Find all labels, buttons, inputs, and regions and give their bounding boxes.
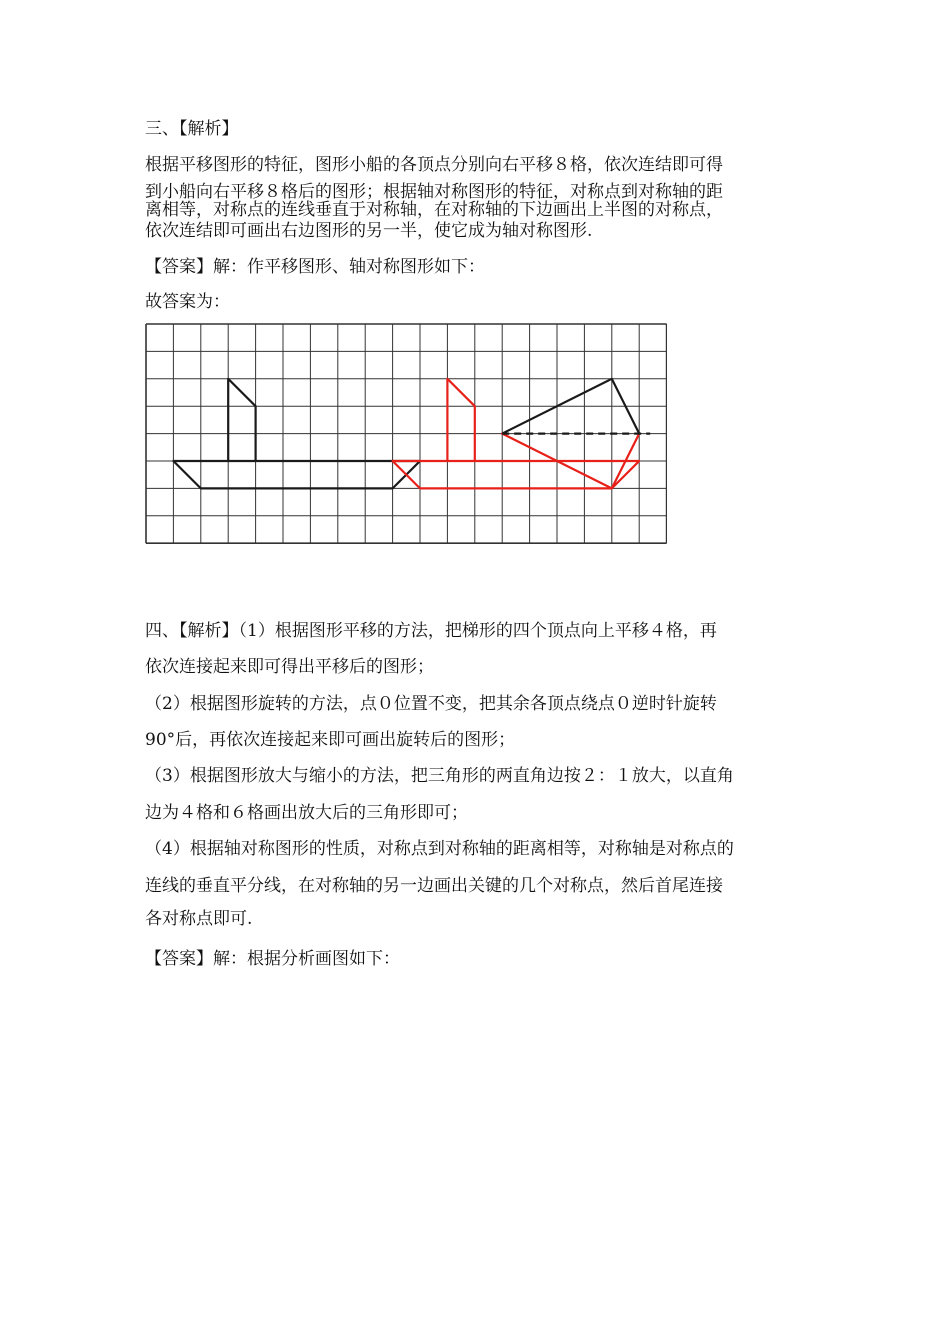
paragraph-line: 90°后，再依次连接起来即可画出旋转后的图形； (145, 730, 516, 750)
paragraph-line: 各对称点即可. (145, 909, 253, 929)
paragraph-line: 离相等，对称点的连线垂直于对称轴，在对称轴的下边画出上半图的对称点， (145, 200, 723, 220)
paragraph-line: 根据平移图形的特征，图形小船的各顶点分别向右平移８格，依次连结即可得 (145, 155, 723, 175)
paragraph-line: 依次连结即可画出右边图形的另一半，使它成为轴对称图形. (145, 221, 593, 241)
paragraph-line: （4）根据轴对称图形的性质，对称点到对称轴的距离相等，对称轴是对称点的 (145, 839, 734, 859)
section-3-answer: 【答案】解：作平移图形、轴对称图形如下： (145, 257, 485, 277)
paragraph-line: （2）根据图形旋转的方法，点０位置不变，把其余各顶点绕点０逆时针旋转 (145, 694, 717, 714)
paragraph-line: 连线的垂直平分线，在对称轴的另一边画出关键的几个对称点，然后首尾连接 (145, 876, 723, 896)
paragraph-line: 依次连接起来即可得出平移后的图形； (145, 657, 434, 677)
section-3-answer-intro: 故答案为： (145, 292, 230, 312)
paragraph-line: 到小船向右平移８格后的图形；根据轴对称图形的特征，对称点到对称轴的距 (145, 182, 723, 202)
section-3-heading: 三、【解析】 (145, 119, 239, 139)
paragraph-line: （3）根据图形放大与缩小的方法，把三角形的两直角边按２：１放大，以直角 (145, 766, 734, 786)
section-4-answer: 【答案】解：根据分析画图如下： (145, 949, 400, 969)
grid-figure (145, 323, 667, 549)
paragraph-line: 边为４格和６格画出放大后的三角形即可； (145, 803, 468, 823)
paragraph-line: 四、【解析】（1）根据图形平移的方法，把梯形的四个顶点向上平移４格，再 (145, 621, 717, 641)
